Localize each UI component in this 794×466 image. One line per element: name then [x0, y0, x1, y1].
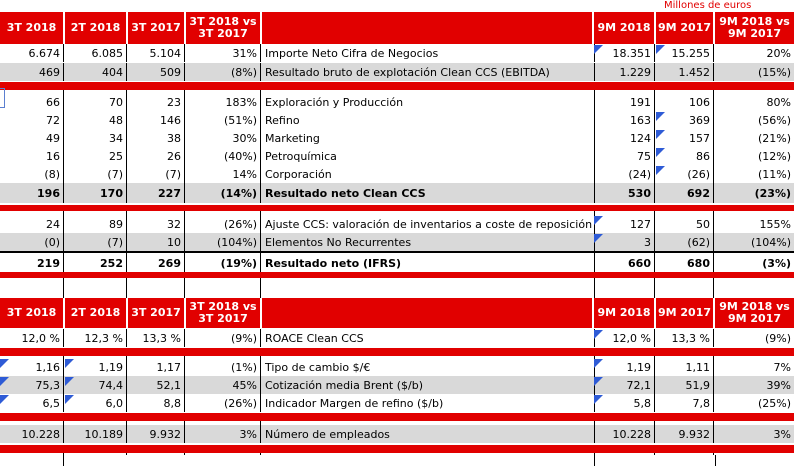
cell-q2: 13,3 %	[142, 331, 181, 345]
cell-9m2: (9%)	[764, 331, 791, 345]
cell-9m2: (12%)	[757, 149, 791, 163]
header-9m-2018: 9M 2018	[594, 12, 654, 44]
cell-q1: 48	[109, 113, 123, 127]
cell-q3: (104%)	[216, 235, 257, 249]
cell-9m1: 86	[696, 149, 710, 163]
cell-9m0: 660	[628, 256, 651, 270]
cell-q3: (14%)	[220, 186, 257, 200]
cell-q3: (40%)	[223, 149, 257, 163]
table1-row	[0, 147, 794, 165]
header2-concept-blank	[262, 298, 592, 328]
header-concept-blank	[262, 12, 592, 44]
cell-q0: 75,3	[35, 378, 60, 392]
cell-q2: 32	[167, 217, 181, 231]
cell-9m1: 51,9	[685, 378, 710, 392]
header-3t-2018: 3T 2018	[0, 12, 63, 44]
table1-row	[0, 233, 794, 251]
cell-q1: 74,4	[98, 378, 123, 392]
cell-q1: 6,0	[105, 396, 123, 410]
cell-q0: (8)	[44, 167, 60, 181]
cell-q1: 89	[109, 217, 123, 231]
row-label: Indicador Margen de refino ($/b)	[265, 396, 444, 410]
cell-q1: (7)	[107, 167, 123, 181]
cell-9m1: 9.932	[678, 427, 710, 441]
row-separator	[0, 272, 794, 278]
cell-q0: 24	[46, 217, 60, 231]
cell-q0: 469	[39, 65, 60, 79]
row-label: Exploración y Producción	[265, 95, 404, 109]
cell-9m0: 72,1	[626, 378, 651, 392]
comment-marker-icon	[594, 395, 603, 404]
cell-q3: 183%	[225, 95, 257, 109]
table2-row	[0, 376, 794, 394]
cell-9m0: 18.351	[612, 46, 651, 60]
cell-q1: 404	[102, 65, 123, 79]
comment-marker-icon	[594, 330, 603, 339]
table2-row	[0, 425, 794, 443]
cell-q2: 23	[167, 95, 181, 109]
cell-q3: 30%	[232, 131, 257, 145]
cell-9m0: 163	[630, 113, 651, 127]
cell-9m0: 12,0 %	[612, 331, 651, 345]
row-separator	[0, 445, 794, 453]
cell-9m2: (15%)	[757, 65, 791, 79]
cell-9m1: 15.255	[671, 46, 710, 60]
row-separator	[0, 348, 794, 356]
table1-row	[0, 63, 794, 81]
table1-row	[0, 44, 794, 62]
row-label: Petroquímica	[265, 149, 337, 163]
cell-9m2: 155%	[759, 217, 791, 231]
cell-q3: 31%	[232, 46, 257, 60]
cell-9m1: 106	[689, 95, 710, 109]
cell-9m1: 692	[687, 186, 710, 200]
cell-9m1: (26)	[687, 167, 710, 181]
cell-q2: 52,1	[156, 378, 181, 392]
cell-9m0: 127	[630, 217, 651, 231]
cell-9m0: 3	[644, 235, 651, 249]
row-label: Marketing	[265, 131, 320, 145]
cell-q2: 10	[167, 235, 181, 249]
cell-9m2: (3%)	[762, 256, 791, 270]
cell-q0: (0)	[44, 235, 60, 249]
row-separator	[0, 82, 794, 90]
row-label: Resultado neto (IFRS)	[265, 256, 402, 270]
cell-q0: 6.674	[28, 46, 60, 60]
cell-q0: 49	[46, 131, 60, 145]
cell-9m2: (25%)	[757, 396, 791, 410]
row-label: Resultado neto Clean CCS	[265, 186, 426, 200]
cell-9m2: 3%	[773, 427, 791, 441]
cell-q2: (7)	[165, 167, 181, 181]
header-2t-2018: 2T 2018	[65, 12, 126, 44]
cell-9m0: (24)	[628, 167, 651, 181]
row-label: Importe Neto Cifra de Negocios	[265, 46, 439, 60]
comment-marker-icon	[594, 377, 603, 386]
cell-9m0: 191	[630, 95, 651, 109]
comment-marker-icon	[656, 112, 665, 121]
header-quarter-variation: 3T 2018 vs 3T 2017	[186, 12, 260, 44]
cell-9m2: 7%	[773, 360, 791, 374]
cell-9m0: 1,19	[626, 360, 651, 374]
cell-9m1: 1,11	[685, 360, 710, 374]
comment-marker-icon	[65, 395, 74, 404]
cell-q1: 70	[109, 95, 123, 109]
cell-q0: 12,0 %	[21, 331, 60, 345]
row-label: Número de empleados	[265, 427, 390, 441]
row-label: Resultado bruto de explotación Clean CCS (EBITDA)	[265, 65, 550, 79]
cell-q2: 146	[160, 113, 181, 127]
row-label: ROACE Clean CCS	[265, 331, 364, 345]
cell-q0: 6,5	[42, 396, 60, 410]
cell-q1: 34	[109, 131, 123, 145]
cell-q2: 1,17	[156, 360, 181, 374]
table1-row	[0, 183, 794, 203]
row-label: Tipo de cambio $/€	[265, 360, 371, 374]
comment-marker-icon	[656, 166, 665, 175]
comment-marker-icon	[65, 377, 74, 386]
row-separator	[0, 413, 794, 421]
cell-q1: 170	[100, 186, 123, 200]
header2-quarter-variation: 3T 2018 vs 3T 2017	[186, 298, 260, 328]
cell-9m1: 7,8	[692, 396, 710, 410]
header-3t-2017: 3T 2017	[128, 12, 184, 44]
row-label: Refino	[265, 113, 300, 127]
cell-q0: 219	[37, 256, 60, 270]
cell-q3: (8%)	[230, 65, 257, 79]
comment-marker-icon	[0, 395, 9, 404]
row-label: Corporación	[265, 167, 332, 181]
cell-q3: (26%)	[223, 217, 257, 231]
cell-9m2: 20%	[766, 46, 791, 60]
cell-q3: 14%	[232, 167, 257, 181]
header2-9m-variation: 9M 2018 vs 9M 2017	[715, 298, 794, 328]
cell-q2: 227	[158, 186, 181, 200]
cell-9m1: 369	[689, 113, 710, 127]
comment-marker-icon	[656, 148, 665, 157]
cell-q0: 10.228	[21, 427, 60, 441]
cell-q1: 6.085	[91, 46, 123, 60]
cell-q2: 8,8	[163, 396, 181, 410]
cell-9m0: 75	[637, 149, 651, 163]
cell-9m1: (62)	[687, 235, 710, 249]
selection-handle[interactable]	[0, 88, 5, 108]
cell-9m1: 13,3 %	[671, 331, 710, 345]
cell-q1: 25	[109, 149, 123, 163]
cell-q1: 252	[100, 256, 123, 270]
row-label: Ajuste CCS: valoración de inventarios a coste de reposición	[265, 217, 593, 231]
cell-q2: 38	[167, 131, 181, 145]
cell-q0: 72	[46, 113, 60, 127]
cell-9m2: 80%	[766, 95, 791, 109]
comment-marker-icon	[594, 359, 603, 368]
comment-marker-icon	[594, 234, 603, 243]
cell-q2: 5.104	[149, 46, 181, 60]
comment-marker-icon	[0, 377, 9, 386]
cell-9m0: 530	[628, 186, 651, 200]
cell-q1: 1,19	[98, 360, 123, 374]
cell-q0: 1,16	[35, 360, 60, 374]
row-label: Cotización media Brent ($/b)	[265, 378, 424, 392]
table1-row	[0, 165, 794, 183]
table1-row	[0, 111, 794, 129]
cell-9m2: (56%)	[757, 113, 791, 127]
cell-9m1: 157	[689, 131, 710, 145]
header2-3t-2018: 3T 2018	[0, 298, 63, 328]
section-separator	[0, 205, 794, 211]
comment-marker-icon	[656, 130, 665, 139]
cell-9m0: 10.228	[612, 427, 651, 441]
header-9m-variation: 9M 2018 vs 9M 2017	[715, 12, 794, 44]
header2-3t-2017: 3T 2017	[128, 298, 184, 328]
header-9m-2017: 9M 2017	[656, 12, 713, 44]
cell-9m1: 50	[696, 217, 710, 231]
cell-9m1: 680	[687, 256, 710, 270]
comment-marker-icon	[594, 45, 603, 54]
table1-row	[0, 215, 794, 233]
cell-q3: 45%	[232, 378, 257, 392]
cell-q0: 196	[37, 186, 60, 200]
cell-q3: (9%)	[230, 331, 257, 345]
comment-marker-icon	[656, 45, 665, 54]
cell-q0: 16	[46, 149, 60, 163]
cell-q0: 66	[46, 95, 60, 109]
header2-2t-2018: 2T 2018	[65, 298, 126, 328]
cell-q3: (1%)	[230, 360, 257, 374]
header2-9m-2017: 9M 2017	[656, 298, 713, 328]
cell-q3: (19%)	[220, 256, 257, 270]
cell-q2: 509	[160, 65, 181, 79]
cell-9m2: 39%	[766, 378, 791, 392]
header2-9m-2018: 9M 2018	[594, 298, 654, 328]
comment-marker-icon	[594, 216, 603, 225]
cell-q1: (7)	[107, 235, 123, 249]
cell-9m0: 5,8	[633, 396, 651, 410]
cell-9m2: (23%)	[754, 186, 791, 200]
cell-9m0: 124	[630, 131, 651, 145]
cell-q3: 3%	[239, 427, 257, 441]
cell-9m2: (21%)	[757, 131, 791, 145]
cell-9m2: (104%)	[750, 235, 791, 249]
cell-q2: 9.932	[149, 427, 181, 441]
cell-q3: (51%)	[223, 113, 257, 127]
cell-9m0: 1.229	[619, 65, 651, 79]
table2-row	[0, 394, 794, 412]
cell-q1: 12,3 %	[84, 331, 123, 345]
units-label: Millones de euros	[664, 0, 752, 11]
cell-q2: 269	[158, 256, 181, 270]
table2-row	[0, 329, 794, 347]
table2-row	[0, 358, 794, 376]
cell-9m2: (11%)	[757, 167, 791, 181]
comment-marker-icon	[0, 359, 9, 368]
cell-q1: 10.189	[84, 427, 123, 441]
cell-9m1: 1.452	[678, 65, 710, 79]
comment-marker-icon	[65, 359, 74, 368]
table1-row	[0, 129, 794, 147]
row-label: Elementos No Recurrentes	[265, 235, 412, 249]
cell-q3: (26%)	[223, 396, 257, 410]
table1-row	[0, 93, 794, 111]
cell-q2: 26	[167, 149, 181, 163]
